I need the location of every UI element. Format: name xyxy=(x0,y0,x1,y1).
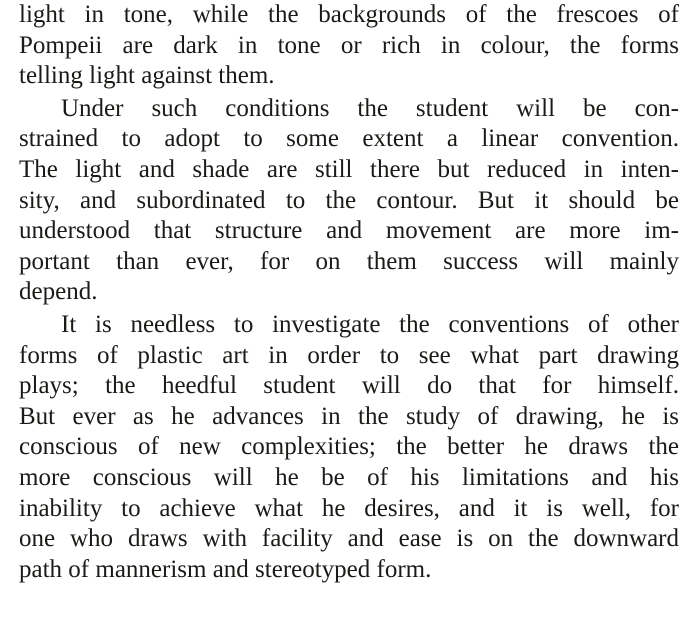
paragraph-2 xyxy=(19,94,679,308)
text-line: path of mannerism and stereotyped form. xyxy=(19,555,432,583)
text-line: plays; the heedful student will do that for himself. xyxy=(19,372,679,400)
text-line: Pompeii are dark in tone or rich in colour, the forms xyxy=(19,31,679,59)
text-line: one who draws with facility and ease is on the downward xyxy=(19,525,679,553)
text-line: light in tone, while the backgrounds of the frescoes of xyxy=(19,1,679,28)
text-line: strained to adopt to some extent a linear convention. xyxy=(19,125,679,153)
text-line: understood that structure and movement are more im- xyxy=(19,217,679,245)
text-line: depend. xyxy=(19,278,98,306)
paragraph-3 xyxy=(19,310,679,585)
text-line: conscious of new complexities; the better he draws the xyxy=(19,433,679,461)
paragraph-1 xyxy=(19,0,679,92)
text-line: The light and shade are still there but reduced in inten- xyxy=(19,155,679,183)
text-line: Under such conditions the student will be con- xyxy=(61,94,679,122)
text-line: It is needless to investigate the conventions of other xyxy=(61,310,679,338)
document-page xyxy=(19,0,679,585)
text-line: inability to achieve what he desires, and it is well, for xyxy=(19,494,679,522)
text-line: portant than ever, for on them success will mainly xyxy=(19,247,679,275)
text-line: telling light against them. xyxy=(19,62,275,90)
text-line: But ever as he advances in the study of drawing, he is xyxy=(19,402,679,430)
text-line: sity, and subordinated to the contour. But it should be xyxy=(19,186,679,214)
text-line: more conscious will he be of his limitations and his xyxy=(19,463,679,491)
text-line: forms of plastic art in order to see what part drawing xyxy=(19,341,679,369)
